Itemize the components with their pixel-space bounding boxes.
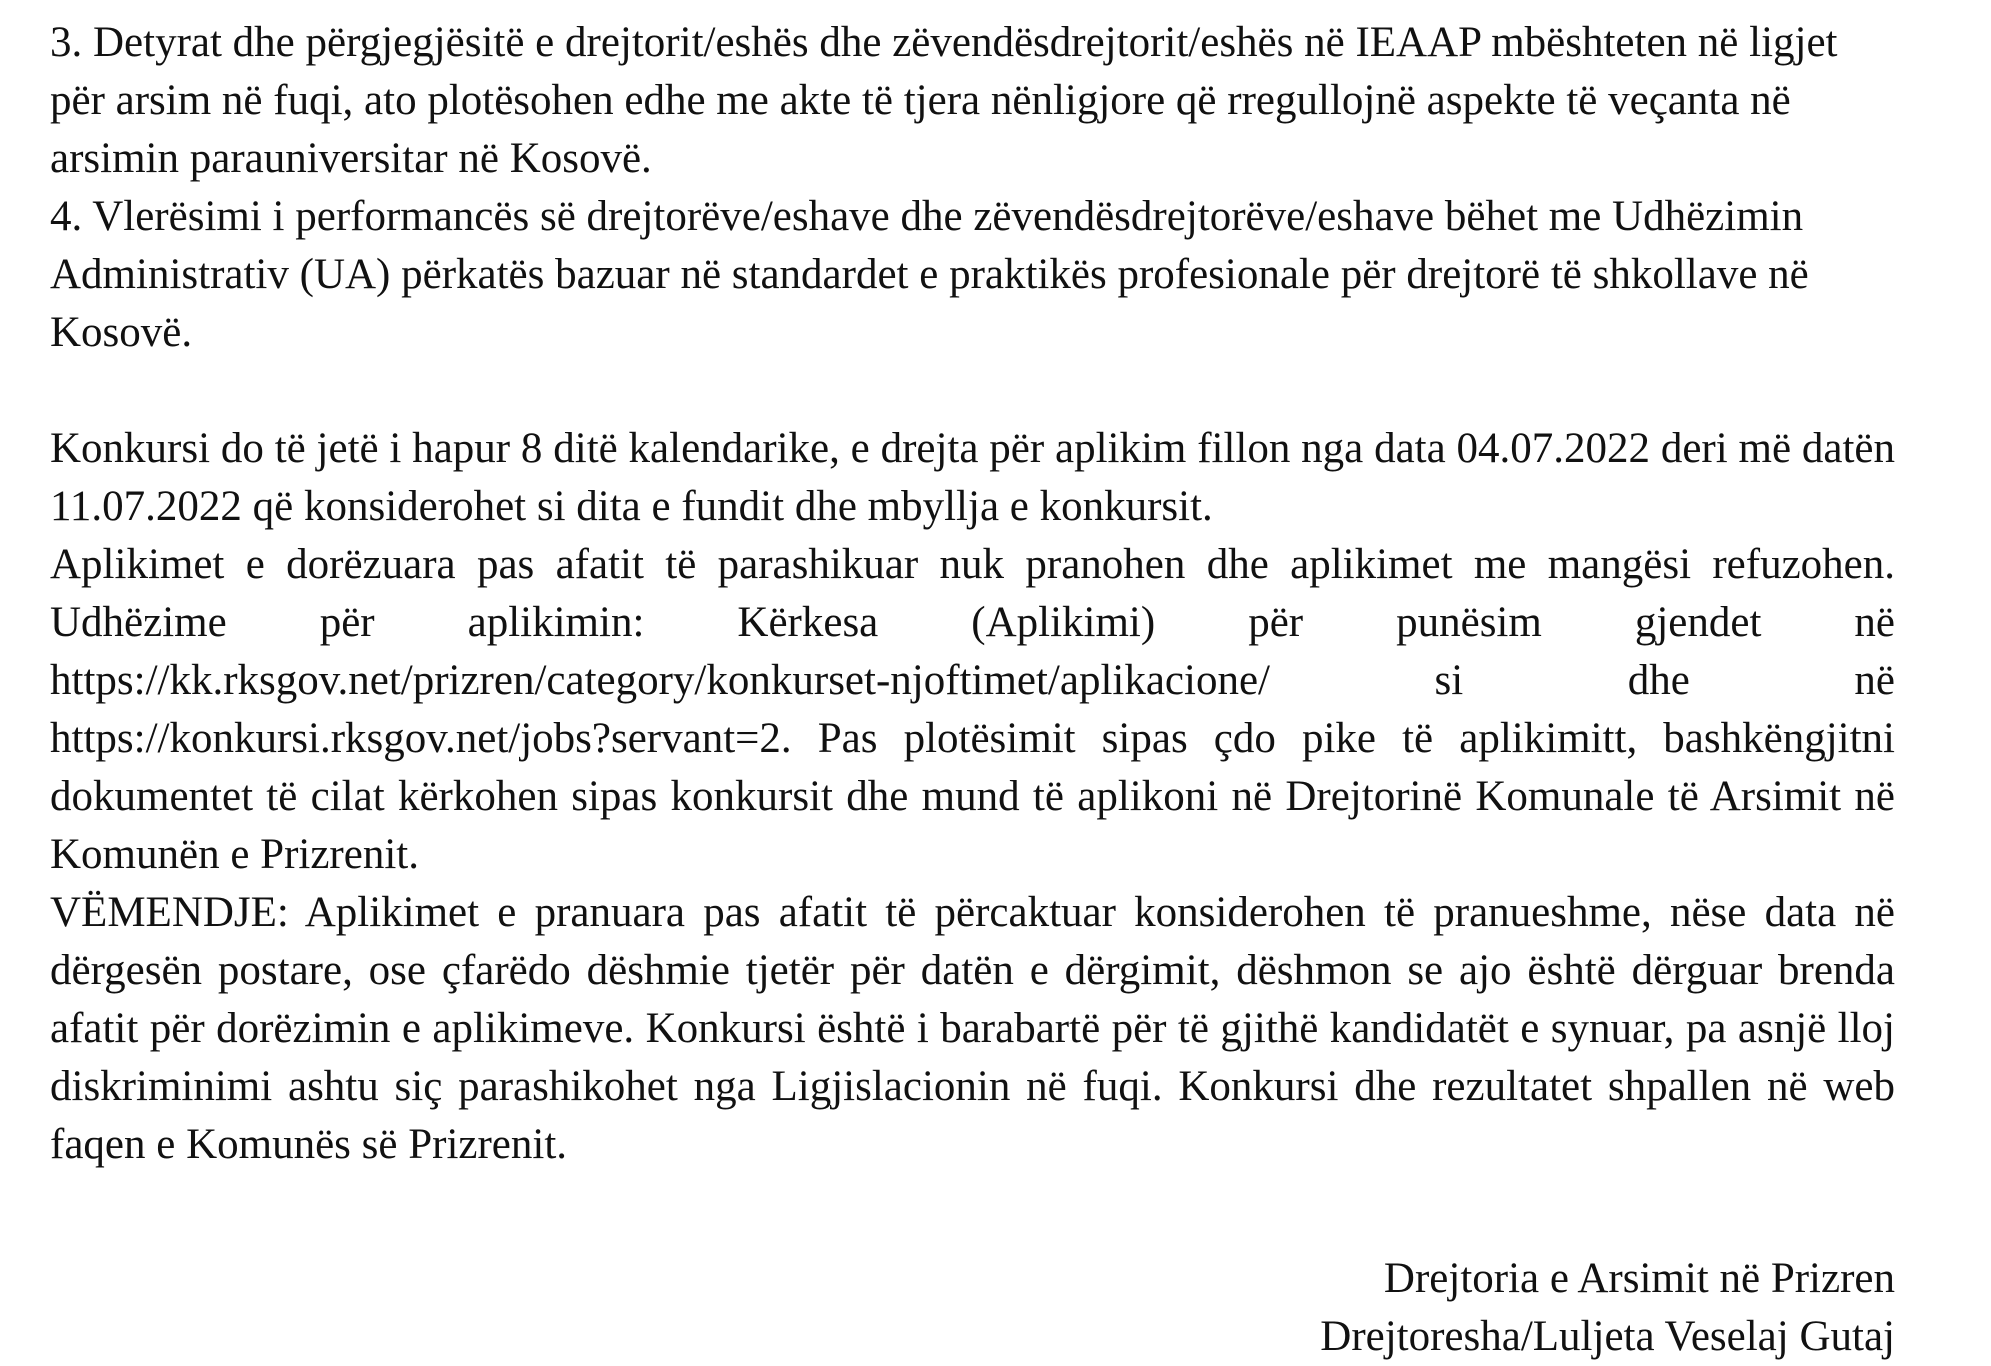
signature-director-name: Drejtoresha/Luljeta Veselaj Gutaj bbox=[1320, 1313, 1895, 1360]
paragraph-aplikimet: Aplikimet e dorëzuara pas afatit të parashikuar nuk pranohen dhe aplikimet me mangësi refuzohen. Udhëzime për aplikimin: Kërkesa (Aplikimi) për punësim gjendet në https://kk.rksgov.net/prizren/category/konkurset-njoftimet/aplikacione/ si dhe në https://konkursi.rksgov.net/jobs?servant=2. Pas plotësimit sipas çdo pike të aplikimitt, bashkëngjitni dokumentet të cilat kërkohen sipas konkursit dhe mund të aplikoni në Drejtorinë Komunale të Arsimit në Komunën e Prizrenit. bbox=[50, 541, 1895, 878]
signature-directorate: Drejtoria e Arsimit në Prizren bbox=[1383, 1255, 1895, 1302]
paragraph-konkursi-period: Konkursi do të jetë i hapur 8 ditë kalendarike, e drejta për aplikim fillon nga data 04.07.2022 deri më datën 11.07.2022 që konsiderohet si dita e fundit dhe mbyllja e konkursit. bbox=[50, 425, 1895, 530]
paragraph-item-4: 4. Vlerësimi i performancës së drejtorëve/eshave dhe zëvendësdrejtorëve/eshave bëhet me Udhëzimin Administrativ (UA) përkatës bazuar në standardet e praktikës profesionale për drejtorë të shkollave në Kosovë. bbox=[50, 193, 1809, 356]
paragraph-item-3: 3. Detyrat dhe përgjegjësitë e drejtorit/eshës dhe zëvendësdrejtorit/eshës në IEAAP mbështeten në ligjet për arsim në fuqi, ato plotësohen edhe me akte të tjera nënligjore që rregullojnë aspekte të veçanta në arsimin parauniversitar në Kosovë. bbox=[50, 19, 1838, 182]
paragraph-spacer bbox=[50, 362, 1895, 420]
paragraph-vemendje: VËMENDJE: Aplikimet e pranuara pas afatit të përcaktuar konsiderohen të pranueshme, nëse data në dërgesën postare, ose çfarëdo dëshmie tjetër për datën e dërgimit, dëshmon se ajo është dërguar brenda afatit për dorëzimin e aplikimeve. Konkursi është i barabartë për të gjithë kandidatët e synuar, pa asnjë lloj diskriminimi ashtu siç parashikohet nga Ligjislacionin në fuqi. Konkursi dhe rezultatet shpallen në web faqen e Komunës së Prizrenit. bbox=[50, 889, 1895, 1168]
signature-spacer bbox=[50, 1174, 1895, 1250]
document-page bbox=[50, 14, 1895, 1366]
